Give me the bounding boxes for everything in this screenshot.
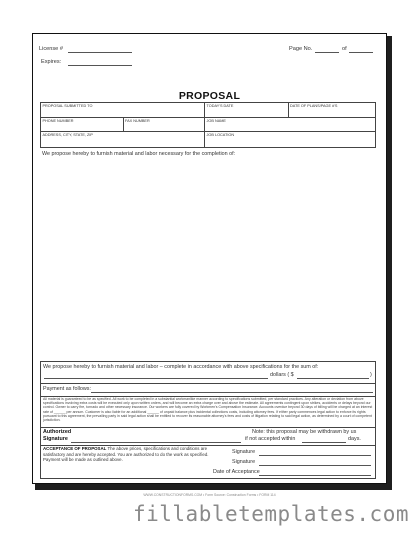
page-title: PROPOSAL <box>178 90 241 102</box>
phone-number-field[interactable] <box>41 118 124 131</box>
authorized-signature-label: Signature <box>43 436 68 442</box>
todays-date-label: TODAY'S DATE <box>206 104 234 109</box>
proposal-submitted-to-label: PROPOSAL SUBMITTED TO <box>42 104 93 109</box>
dollars-label: dollars ( $ <box>270 372 294 378</box>
address-field[interactable] <box>41 132 205 147</box>
date-of-acceptance-field[interactable] <box>259 475 371 476</box>
date-of-acceptance-label: Date of Acceptance <box>213 469 260 475</box>
license-field[interactable] <box>68 52 132 53</box>
page-no-field[interactable] <box>315 52 339 53</box>
fax-number-field[interactable] <box>124 118 206 131</box>
phone-number-label: PHONE NUMBER <box>42 119 74 124</box>
acceptance-block <box>43 446 226 463</box>
acceptance-title: ACCEPTANCE OF PROPOSAL <box>43 446 107 451</box>
payment-field[interactable] <box>91 392 373 393</box>
info-grid <box>40 102 376 148</box>
fax-number-label: FAX NUMBER <box>125 119 150 124</box>
work-description-area[interactable] <box>40 160 376 358</box>
divider <box>41 383 375 384</box>
date-of-plans-field[interactable] <box>289 103 375 117</box>
expires-label: Expires: <box>41 59 62 65</box>
payment-label: Payment as follows: <box>43 386 91 392</box>
todays-date-field[interactable] <box>205 103 289 117</box>
license-label: License # <box>39 46 63 52</box>
signature-1-field[interactable] <box>259 455 371 456</box>
days-label: days. <box>348 436 361 442</box>
proposal-submitted-to-field[interactable] <box>41 103 205 117</box>
job-location-field[interactable] <box>205 132 375 147</box>
expires-field[interactable] <box>68 65 132 66</box>
withdraw-note: Note: this proposal may be withdrawn by us <box>252 429 357 435</box>
address-label: ADDRESS, CITY, STATE, ZIP <box>42 133 93 138</box>
furnish-statement: We propose hereby to furnish material and labor necessary for the completion of: <box>42 151 236 157</box>
job-name-label: JOB NAME <box>206 119 226 124</box>
job-location-label: JOB LOCATION <box>206 133 235 138</box>
withdraw-days-field[interactable] <box>302 442 346 443</box>
authorized-label: Authorized <box>43 429 72 435</box>
proposal-page <box>32 33 387 497</box>
signature-2-field[interactable] <box>259 465 371 466</box>
sum-words-field[interactable] <box>44 378 268 379</box>
signature-2-label: Signature <box>232 459 256 465</box>
watermark: fillabletemplates.com <box>132 502 409 526</box>
signature-1-label: Signature <box>232 449 256 455</box>
terms-fine-print: All material is guaranteed to be as specified. All work to be completed in a substantial workmanlike manner according to specifications submitted, per standard practices. Any alteration or deviation from above specifications involving extra costs will be executed only upon written orders, and will become an extra charge over and above the estimate. All agreements contingent upon strikes, accidents or delays beyond our control. Owner to carry fire, tornado and other necessary insurance. Our workers are fully covered by Workmen's Compensation Insurance. Accounts overdue beyond 30 days of billing will be charged at an interest rate of ______ per annum. Customer is also liable for an additional ______ of unpaid balance plus incidental collections costs, including attorney fees. If either party commences legal action to enforce its rights pursuant to this agreement, the prevailing party in said legal action shall be entitled to recover its reasonable attorney's fees and costs of litigation relating to said legal action, as determined by a court of competent jurisdiction. <box>43 397 373 423</box>
withdraw-note-2: if not accepted within <box>245 436 296 442</box>
page-footer: WWW.CONSTRUCTIONFORMS.COM • Form Source: Construction Forms • FORM 114 <box>143 493 276 497</box>
page-no-label: Page No. <box>289 46 313 52</box>
sum-statement: We propose hereby to furnish material and labor – complete in accordance with above specifications for the sum of: <box>43 364 319 370</box>
divider <box>41 427 375 428</box>
page-total-field[interactable] <box>349 52 373 53</box>
authorized-signature-field[interactable] <box>71 442 241 443</box>
job-name-field[interactable] <box>205 118 375 131</box>
dollars-close: ) <box>370 372 372 378</box>
of-label: of <box>342 46 347 52</box>
acceptance-text: The above prices, specifications and conditions are satisfactory and are hereby accepted. You are authorized to do the work as specified. Payment will be made as outlined above. <box>43 446 209 463</box>
sum-amount-field[interactable] <box>297 378 369 379</box>
terms-section <box>40 361 376 479</box>
date-of-plans-label: DATE OF PLANS/PAGE #'S <box>290 104 338 109</box>
